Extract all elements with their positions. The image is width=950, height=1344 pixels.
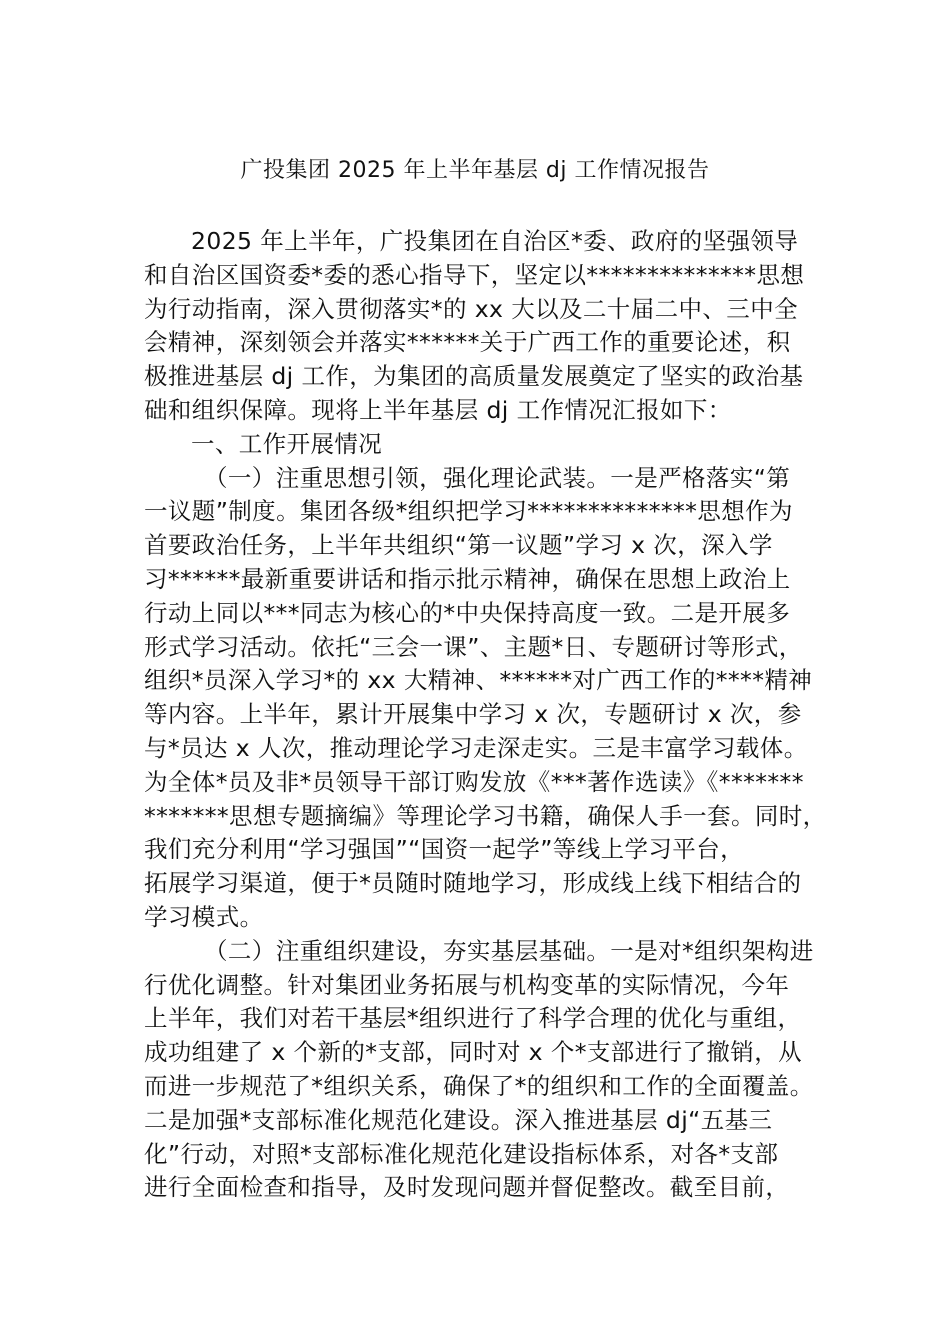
- paragraph-line: 行优化调整。针对集团业务拓展与机构变革的实际情况，今年: [144, 970, 790, 999]
- paragraph-line: 成功组建了 x 个新的*支部，同时对 x 个*支部进行了撤销，从: [144, 1038, 802, 1067]
- paragraph-line: 我们充分利用“学习强国”“国资一起学”等线上学习平台，: [144, 835, 744, 864]
- paragraph-line: 行动上同以***同志为核心的*中央保持高度一致。二是开展多: [144, 598, 791, 627]
- paragraph-line: 会精神，深刻领会并落实******关于广西工作的重要论述，积: [144, 328, 791, 357]
- paragraph-line: 一议题”制度。集团各级*组织把学习**************思想作为: [144, 497, 793, 526]
- paragraph-line: 拓展学习渠道，便于*员随时随地学习，形成线上线下相结合的: [144, 869, 802, 898]
- paragraph-line: 而进一步规范了*组织关系，确保了*的组织和工作的全面覆盖。: [144, 1071, 814, 1100]
- document-title: 广投集团 2025 年上半年基层 dj 工作情况报告: [240, 158, 710, 183]
- paragraph-line: 2025 年上半年，广投集团在自治区*委、政府的坚强领导: [191, 227, 799, 255]
- subsection-heading-line: （一）注重思想引领，强化理论武装。一是严格落实“第: [204, 463, 791, 492]
- paragraph-line: 极推进基层 dj 工作，为集团的高质量发展奠定了坚实的政治基: [144, 362, 804, 391]
- paragraph-line: 础和组织保障。现将上半年基层 dj 工作情况汇报如下：: [144, 395, 732, 424]
- paragraph-line: 进行全面检查和指导，及时发现问题并督促整改。截至目前，: [144, 1173, 790, 1202]
- paragraph-line: 形式学习活动。依托“三会一课”、主题*日、专题研讨等形式，: [144, 632, 803, 661]
- section-heading: 一、工作开展情况: [191, 429, 383, 458]
- paragraph-line: 和自治区国资委*委的悉心指导下，坚定以**************思想: [144, 260, 805, 289]
- paragraph-line: 上半年，我们对若干基层*组织进行了科学合理的优化与重组，: [144, 1004, 802, 1033]
- subsection-heading-line: （二）注重组织建设，夯实基层基础。一是对*组织架构进: [204, 936, 814, 965]
- paragraph-line: 二是加强*支部标准化规范化建设。深入推进基层 dj“五基三: [144, 1105, 773, 1134]
- document-body: [144, 225, 827, 1205]
- paragraph-line: 为行动指南，深入贯彻落实*的 xx 大以及二十届二中、三中全: [144, 294, 799, 323]
- paragraph-line: 习******最新重要讲话和指示批示精神，确保在思想上政治上: [144, 564, 791, 593]
- paragraph-line: 学习模式。: [144, 902, 264, 931]
- paragraph-line: 组织*员深入学习*的 xx 大精神、******对广西工作的****精神: [144, 666, 813, 695]
- paragraph-line: 等内容。上半年，累计开展集中学习 x 次，专题研讨 x 次，参: [144, 700, 802, 729]
- paragraph-line: 首要政治任务，上半年共组织“第一议题”学习 x 次，深入学: [144, 531, 773, 560]
- paragraph-line: *******思想专题摘编》等理论学习书籍，确保人手一套。同时，: [144, 801, 827, 830]
- paragraph-line: 与*员达 x 人次，推动理论学习走深走实。三是丰富学习载体。: [144, 733, 808, 762]
- paragraph-line: 化”行动，对照*支部标准化规范化建设指标体系，对各*支部: [144, 1139, 779, 1168]
- paragraph-line: 为全体*员及非*员领导干部订购发放《***著作选读》《*******: [144, 767, 804, 796]
